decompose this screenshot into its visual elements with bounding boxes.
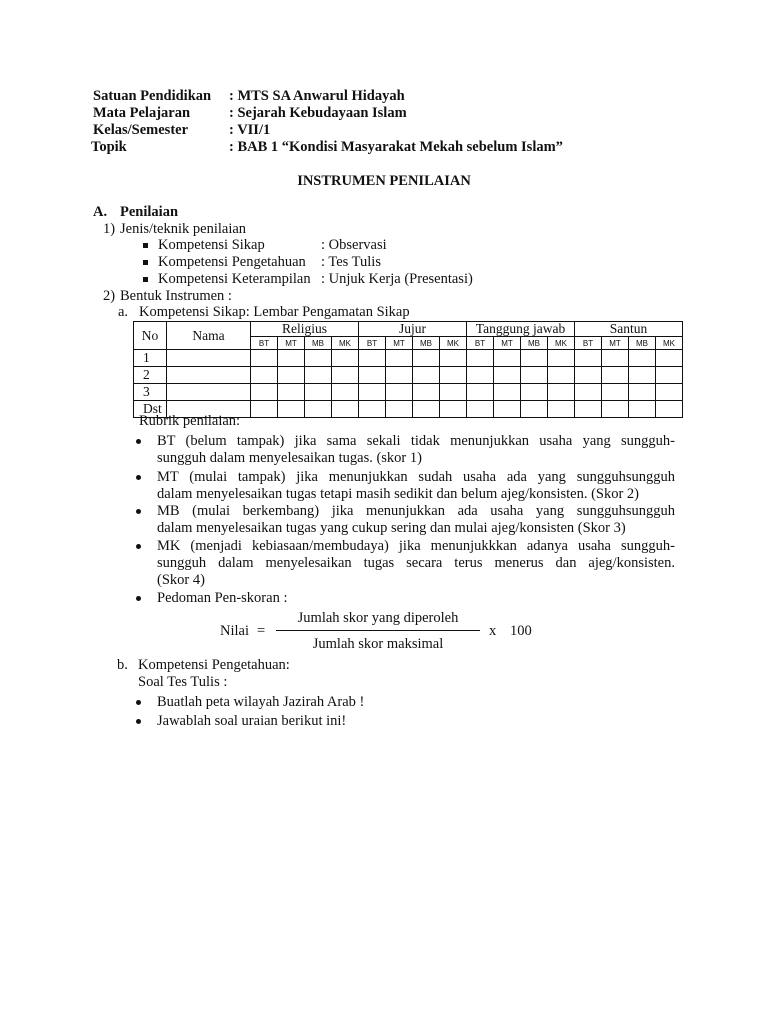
sub-header: MB <box>305 337 332 350</box>
table-row <box>134 367 683 384</box>
bullet-dot-icon <box>136 544 141 549</box>
bullet-dot-icon <box>136 439 141 444</box>
item1-marker: 1) <box>103 221 116 237</box>
sub-header: MT <box>278 337 305 350</box>
header-label-kelas: Kelas/Semester <box>93 122 189 138</box>
sub-header: BT <box>359 337 386 350</box>
teknik-value-sikap: : Observasi <box>321 237 387 253</box>
sub-header: BT <box>251 337 278 350</box>
formula-times: x <box>489 623 497 639</box>
sub-header: MK <box>440 337 467 350</box>
page-title: INSTRUMEN PENILAIAN <box>297 173 471 189</box>
item2-marker: 2) <box>103 288 116 304</box>
bullet-square-icon <box>143 243 148 248</box>
sub-b-label: Kompetensi Pengetahuan: <box>138 657 290 673</box>
bullet-dot-icon <box>136 475 141 480</box>
sub-header: BT <box>467 337 494 350</box>
sub-header: MK <box>548 337 575 350</box>
bullet-dot-icon <box>136 719 141 724</box>
group-header-santun: Santun <box>575 322 683 337</box>
bullet-dot-icon <box>136 509 141 514</box>
formula-factor: 100 <box>510 623 532 639</box>
rubrik-mt-line1: MT (mulai tampak) jika menunjukkan sudah usaha ada yang sungguhsungguh <box>157 469 675 485</box>
rubrik-mb-line1: MB (mulai berkembang) jika menunjukkan ada usaha yang sungguhsungguh <box>157 503 675 519</box>
sub-header: MB <box>629 337 656 350</box>
group-header-religius: Religius <box>251 322 359 337</box>
col-header-nama: Nama <box>167 322 251 350</box>
section-a-heading: Penilaian <box>120 204 179 220</box>
sub-header: MT <box>602 337 629 350</box>
sub-header: BT <box>575 337 602 350</box>
teknik-label-keterampilan: Kompetensi Keterampilan <box>158 271 311 287</box>
bullet-dot-icon <box>136 700 141 705</box>
header-label-topik: Topik <box>91 139 127 155</box>
observation-table <box>133 321 683 418</box>
tes-tulis-title: Soal Tes Tulis : <box>138 674 228 690</box>
sub-header: MB <box>413 337 440 350</box>
header-value-satuan: : MTS SA Anwarul Hidayah <box>229 88 405 104</box>
sub-header: MK <box>656 337 683 350</box>
tes-tulis-item: Buatlah peta wilayah Jazirah Arab ! <box>157 694 365 710</box>
sub-header: MB <box>521 337 548 350</box>
header-value-kelas: : VII/1 <box>229 122 271 138</box>
header-value-mapel: : Sejarah Kebudayaan Islam <box>229 105 407 121</box>
sub-header: MK <box>332 337 359 350</box>
rubrik-title: Rubrik penilaian: <box>139 413 241 429</box>
header-label-mapel: Mata Pelajaran <box>93 105 191 121</box>
item1-label: Jenis/teknik penilaian <box>120 221 247 237</box>
sub-b-marker: b. <box>117 657 128 673</box>
formula-numerator: Jumlah skor yang diperoleh <box>297 610 459 626</box>
table-row <box>134 384 683 401</box>
group-header-tanggung-jawab: Tanggung jawab <box>467 322 575 337</box>
formula-denominator: Jumlah skor maksimal <box>312 636 444 652</box>
teknik-label-sikap: Kompetensi Sikap <box>158 237 265 253</box>
header-value-topik: : BAB 1 “Kondisi Masyarakat Mekah sebelum Islam” <box>229 139 563 155</box>
rubrik-mk-line2: sungguh dalam menyelesaikan tugas secara terus menerus dan ajeg/konsisten. <box>157 555 675 571</box>
formula-lhs: Nilai <box>220 623 249 639</box>
rubrik-mk-line1: MK (menjadi kebiasaan/membudaya) jika menunjukkkan adanya usaha sungguh- <box>157 538 675 554</box>
tes-tulis-item: Jawablah soal uraian berikut ini! <box>157 713 347 729</box>
table-row <box>134 350 683 367</box>
sub-a-label: Kompetensi Sikap: Lembar Pengamatan Sikap <box>139 304 410 320</box>
pedoman-label: Pedoman Pen-skoran : <box>157 590 288 606</box>
header-label-satuan: Satuan Pendidikan <box>93 88 212 104</box>
formula-equals: = <box>257 623 266 639</box>
rubrik-bt-line1: BT (belum tampak) jika sama sekali tidak menunjukkan usaha yang sungguh- <box>157 433 675 449</box>
teknik-value-pengetahuan: : Tes Tulis <box>321 254 381 270</box>
row-number: 2 <box>134 367 167 384</box>
group-header-jujur: Jujur <box>359 322 467 337</box>
teknik-value-keterampilan: : Unjuk Kerja (Presentasi) <box>321 271 473 287</box>
rubrik-mt-line2: dalam menyelesaikan tugas tetapi masih sedikit dan belum ajeg/konsisten. (Skor 2) <box>157 486 640 502</box>
bullet-square-icon <box>143 277 148 282</box>
rubrik-mb-line2: dalam menyelesaikan tugas yang cukup sering dan mulai ajeg/konsisten (Skor 3) <box>157 520 626 536</box>
row-number: Dst <box>134 401 167 418</box>
sub-a-marker: a. <box>118 304 129 320</box>
row-number: 3 <box>134 384 167 401</box>
bullet-dot-icon <box>136 596 141 601</box>
fraction-line <box>276 630 480 631</box>
sub-header: MT <box>386 337 413 350</box>
bullet-square-icon <box>143 260 148 265</box>
rubrik-bt-line2: sungguh dalam menyelesaikan tugas. (skor 1) <box>157 450 422 466</box>
item2-label: Bentuk Instrumen : <box>120 288 232 304</box>
teknik-label-pengetahuan: Kompetensi Pengetahuan <box>158 254 306 270</box>
col-header-no: No <box>134 322 167 350</box>
section-a-marker: A. <box>93 204 108 220</box>
row-number: 1 <box>134 350 167 367</box>
rubrik-mk-line3: (Skor 4) <box>157 572 205 588</box>
sub-header: MT <box>494 337 521 350</box>
